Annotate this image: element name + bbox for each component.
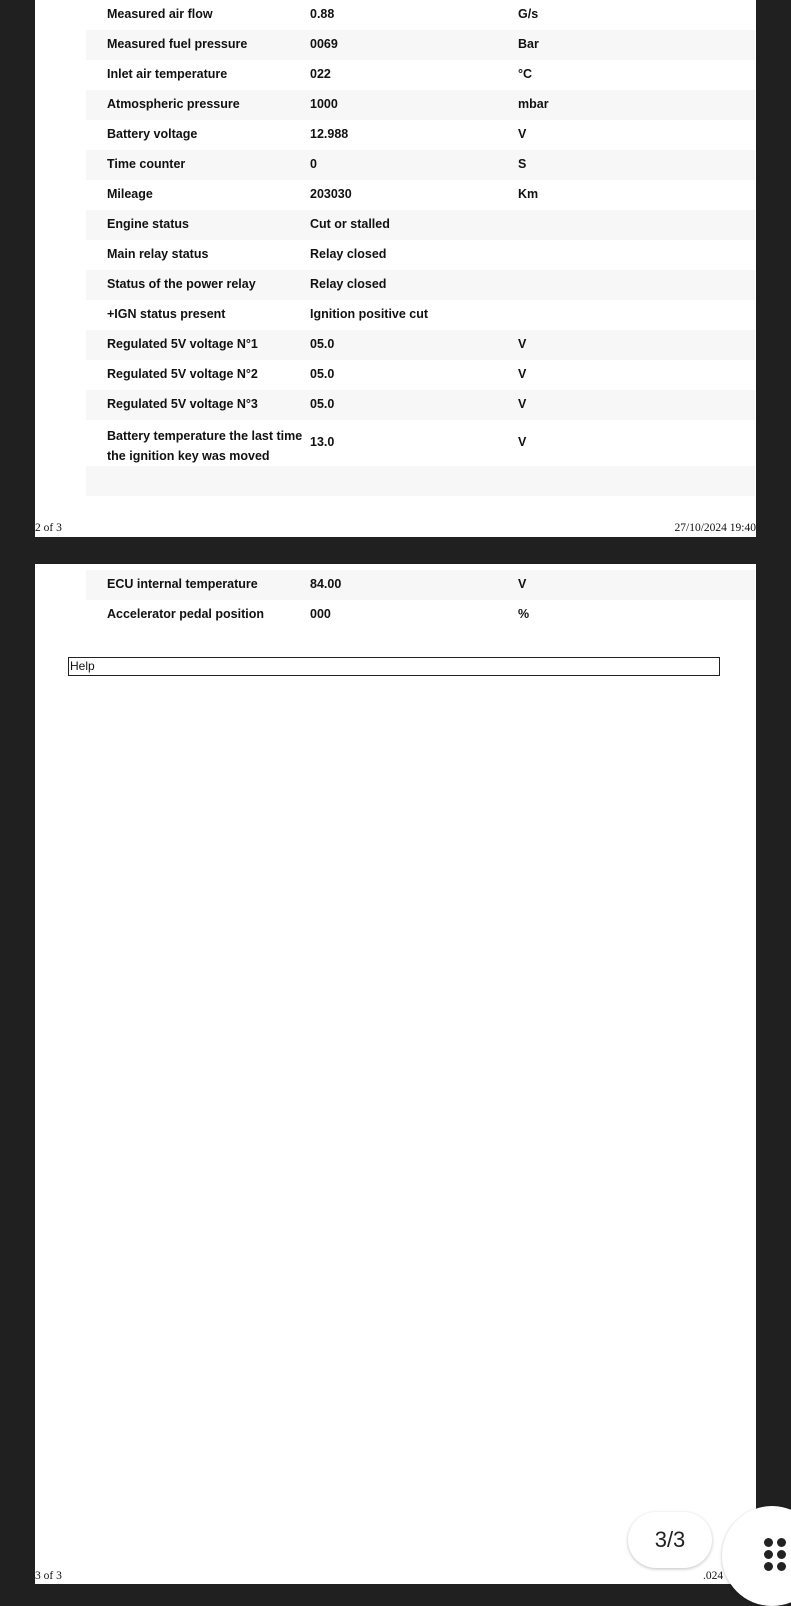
parameter-value: Relay closed [310, 277, 387, 291]
print-timestamp: .024 [703, 1570, 724, 1582]
table-row [86, 0, 755, 30]
table-row-empty [86, 466, 755, 496]
page-number: 2 of 3 [35, 522, 62, 534]
parameter-unit: S [518, 157, 527, 171]
parameter-unit: Km [518, 187, 539, 201]
document-page-3 [35, 564, 756, 1584]
parameter-value: 12.988 [310, 127, 349, 141]
help-label: Help [70, 659, 95, 673]
parameter-name: ECU internal temperature [107, 577, 258, 591]
table-row [86, 210, 755, 240]
parameter-name: Atmospheric pressure [107, 97, 240, 111]
parameter-value: 05.0 [310, 367, 335, 381]
parameter-unit: V [518, 435, 527, 449]
table-row [86, 330, 755, 360]
parameter-name: Engine status [107, 217, 189, 231]
table-row [86, 600, 755, 630]
parameter-name: Battery temperature the last time the ignition key was moved [107, 429, 303, 463]
parameter-unit: °C [518, 67, 533, 81]
parameter-value: 203030 [310, 187, 352, 201]
table-row [86, 240, 755, 270]
table-row [86, 60, 755, 90]
parameter-name: Regulated 5V voltage N°2 [107, 367, 258, 381]
parameter-unit: V [518, 337, 527, 351]
parameter-name: Regulated 5V voltage N°3 [107, 397, 258, 411]
parameter-name: Accelerator pedal position [107, 607, 264, 621]
table-row [86, 90, 755, 120]
parameter-unit: V [518, 127, 527, 141]
parameter-name: Status of the power relay [107, 277, 256, 291]
page-number: 3 of 3 [35, 1570, 62, 1582]
parameter-value: 0 [310, 157, 317, 171]
parameter-unit: V [518, 367, 527, 381]
parameter-value: 000 [310, 607, 331, 621]
parameter-value: 022 [310, 67, 331, 81]
document-page-2 [35, 0, 756, 537]
parameter-name: Main relay status [107, 247, 209, 261]
parameter-unit: V [518, 397, 527, 411]
parameter-unit: mbar [518, 97, 549, 111]
parameter-value: 05.0 [310, 397, 335, 411]
parameter-name: Inlet air temperature [107, 67, 228, 81]
parameter-name: +IGN status present [107, 307, 226, 321]
parameter-unit: V [518, 577, 527, 591]
parameter-unit: % [518, 607, 530, 621]
parameter-value: 84.00 [310, 577, 342, 591]
parameter-value: 05.0 [310, 337, 335, 351]
parameter-table [86, 0, 755, 496]
parameter-unit: Bar [518, 37, 539, 51]
table-row [86, 390, 755, 420]
parameter-table [86, 570, 755, 630]
table-row [86, 180, 755, 210]
table-row [86, 120, 755, 150]
parameter-name: Time counter [107, 157, 186, 171]
parameter-value: Cut or stalled [310, 217, 390, 231]
table-row [86, 570, 755, 600]
parameter-name: Mileage [107, 187, 153, 201]
table-row [86, 420, 755, 466]
parameter-name: Measured air flow [107, 7, 213, 21]
parameter-name: Regulated 5V voltage N°1 [107, 337, 258, 351]
table-row [86, 300, 755, 330]
table-row [86, 150, 755, 180]
parameter-unit: G/s [518, 7, 539, 21]
parameter-name: Measured fuel pressure [107, 37, 248, 51]
print-timestamp: 27/10/2024 19:40 [674, 522, 756, 534]
table-row [86, 30, 755, 60]
help-box [68, 657, 720, 676]
parameter-value: Relay closed [310, 247, 387, 261]
parameter-value: Ignition positive cut [310, 307, 429, 321]
parameter-value: 13.0 [310, 435, 335, 449]
dots-grid-icon [764, 1538, 786, 1574]
parameter-name: Battery voltage [107, 127, 198, 141]
page-indicator[interactable]: 3/3 [628, 1512, 712, 1568]
table-row [86, 360, 755, 390]
parameter-value: 0.88 [310, 7, 335, 21]
table-row [86, 270, 755, 300]
parameter-value: 1000 [310, 97, 338, 111]
parameter-value: 0069 [310, 37, 338, 51]
